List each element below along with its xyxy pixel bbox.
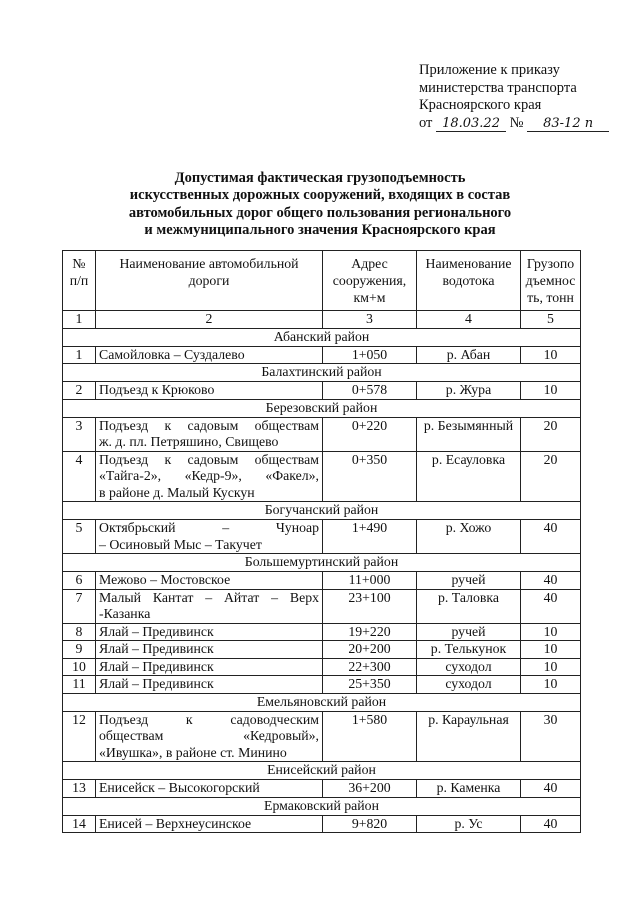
cell-water: р. Каменка (417, 780, 521, 798)
cell-capacity: 40 (521, 815, 581, 833)
district-name: Ермаковский район (63, 797, 581, 815)
cell-capacity: 20 (521, 417, 581, 451)
cell-address: 23+100 (323, 589, 417, 623)
cell-address: 1+580 (323, 711, 417, 762)
cell-road (96, 451, 323, 502)
header-num: № п/п (63, 251, 96, 311)
road-line: «Ивушка», в районе ст. Минино (99, 744, 287, 760)
cell-address: 0+220 (323, 417, 417, 451)
district-row (63, 693, 581, 711)
table-row (63, 346, 581, 364)
title-line-4: и межмуниципального значения Красноярского края (144, 221, 496, 238)
table-row (63, 641, 581, 659)
cell-address: 20+200 (323, 641, 417, 659)
cell-road: Ялай – Предивинск (96, 676, 323, 694)
cell-num: 5 (63, 520, 96, 554)
col-number: 4 (417, 311, 521, 329)
cell-num: 9 (63, 641, 96, 659)
district-name: Большемуртинский район (63, 554, 581, 572)
district-name: Балахтинский район (63, 364, 581, 382)
cell-address: 25+350 (323, 676, 417, 694)
cell-num: 8 (63, 623, 96, 641)
cell-water: р. Таловка (417, 589, 521, 623)
district-name: Абанский район (63, 328, 581, 346)
road-line: ж. д. пл. Петряшино, Свищево (99, 434, 279, 449)
cell-water: р. Безымянный (417, 417, 521, 451)
district-name: Богучанский район (63, 502, 581, 520)
cell-capacity: 10 (521, 641, 581, 659)
table-row (63, 676, 581, 694)
road-line: в районе д. Малый Кускун (99, 484, 255, 500)
cell-address: 0+578 (323, 382, 417, 400)
cell-water: р. Жура (417, 382, 521, 400)
appendix-line-1: Приложение к приказу (419, 62, 560, 78)
from-label: от (419, 114, 433, 131)
cell-water: р. Ус (417, 815, 521, 833)
title-line-3: автомобильных дорог общего пользования регионального (128, 204, 512, 221)
cell-address: 1+490 (323, 520, 417, 554)
cell-water: р. Есауловка (417, 451, 521, 502)
cell-num: 11 (63, 676, 96, 694)
handwritten-number: 83-12 п (527, 117, 609, 132)
cell-water: р. Караульная (417, 711, 521, 762)
cell-road: Енисейск – Высокогорский (96, 780, 323, 798)
number-label: № (509, 114, 524, 131)
col-number: 3 (323, 311, 417, 329)
road-line: -Казанка (99, 606, 151, 621)
cell-water: ручей (417, 572, 521, 590)
cell-road (96, 520, 323, 554)
column-number-row (63, 311, 581, 329)
cell-address: 19+220 (323, 623, 417, 641)
table-header-row (63, 251, 581, 311)
handwritten-date: 18.03.22 (436, 117, 506, 132)
col-number: 1 (63, 311, 96, 329)
road-line: Октябрьский – Чуноар (99, 520, 319, 535)
cell-road: Самойловка – Суздалево (96, 346, 323, 364)
cell-address: 9+820 (323, 815, 417, 833)
table-row (63, 589, 581, 623)
header-address: Адрес сооружения, км+м (323, 251, 417, 311)
cell-capacity: 40 (521, 589, 581, 623)
cell-water: р. Хожо (417, 520, 521, 554)
road-line: Малый Кантат – Айтат – Верх (99, 589, 319, 605)
cell-capacity: 40 (521, 572, 581, 590)
district-name: Енисейский район (63, 762, 581, 780)
cell-num: 4 (63, 451, 96, 502)
cell-road: Енисей – Верхнеусинское (96, 815, 323, 833)
road-line: – Осиновый Мыс – Такучет (99, 536, 262, 552)
cell-water: р. Телькунок (417, 641, 521, 659)
header-road: Наименование автомобильной дороги (96, 251, 323, 311)
cell-num: 1 (63, 346, 96, 364)
appendix-line-3: Красноярского края (419, 97, 542, 113)
cell-water: ручей (417, 623, 521, 641)
cell-road: Межово – Мостовское (96, 572, 323, 590)
district-row (63, 502, 581, 520)
cell-capacity: 10 (521, 658, 581, 676)
table-row (63, 520, 581, 554)
district-row (63, 328, 581, 346)
table-row (63, 382, 581, 400)
title-line-2: искусственных дорожных сооружений, входящих в состав (129, 187, 511, 204)
cell-road: Ялай – Предивинск (96, 641, 323, 659)
appendix-date-line (419, 115, 609, 133)
district-row (63, 797, 581, 815)
cell-num: 2 (63, 382, 96, 400)
cell-address: 36+200 (323, 780, 417, 798)
cell-capacity: 30 (521, 711, 581, 762)
cell-capacity: 10 (521, 623, 581, 641)
district-name: Березовский район (63, 399, 581, 417)
header-water: Наименование водотока (417, 251, 521, 311)
cell-capacity: 10 (521, 382, 581, 400)
cell-capacity: 20 (521, 451, 581, 502)
table-row (63, 417, 581, 451)
cell-water: суходол (417, 676, 521, 694)
title-line-1: Допустимая фактическая грузоподъемность (174, 170, 466, 186)
cell-num: 10 (63, 658, 96, 676)
table-row (63, 815, 581, 833)
col-number: 2 (96, 311, 323, 329)
document-title (90, 170, 550, 239)
road-line: Подъезд к садовым обществам (99, 417, 319, 433)
table-row (63, 658, 581, 676)
cell-road (96, 589, 323, 623)
cell-road (96, 417, 323, 451)
table-row (63, 780, 581, 798)
appendix-line-2: министерства транспорта (419, 79, 577, 96)
district-row (63, 364, 581, 382)
header-capacity: Грузоподъемность, тонн (521, 251, 581, 311)
cell-address: 11+000 (323, 572, 417, 590)
cell-road: Подъезд к Крюково (96, 382, 323, 400)
cell-water: р. Абан (417, 346, 521, 364)
road-line: «Тайга-2», «Кедр-9», «Факел», (99, 468, 319, 483)
col-number: 5 (521, 311, 581, 329)
cell-capacity: 10 (521, 346, 581, 364)
cell-num: 6 (63, 572, 96, 590)
cell-capacity: 40 (521, 520, 581, 554)
cell-num: 13 (63, 780, 96, 798)
table-row (63, 711, 581, 762)
table-row (63, 451, 581, 502)
cell-address: 22+300 (323, 658, 417, 676)
cell-road: Ялай – Предивинск (96, 623, 323, 641)
road-line: Подъезд к садоводческим (99, 711, 319, 727)
district-name: Емельяновский район (63, 693, 581, 711)
cell-road: Ялай – Предивинск (96, 658, 323, 676)
bridges-table (62, 250, 581, 833)
table-row (63, 623, 581, 641)
cell-road (96, 711, 323, 762)
cell-water: суходол (417, 658, 521, 676)
cell-num: 14 (63, 815, 96, 833)
district-row (63, 554, 581, 572)
table-row (63, 572, 581, 590)
cell-capacity: 10 (521, 676, 581, 694)
district-row (63, 399, 581, 417)
cell-num: 3 (63, 417, 96, 451)
cell-capacity: 40 (521, 780, 581, 798)
road-line: Подъезд к садовым обществам (99, 451, 319, 467)
cell-num: 7 (63, 589, 96, 623)
cell-address: 1+050 (323, 346, 417, 364)
cell-num: 12 (63, 711, 96, 762)
road-line: обществам «Кедровый», (99, 728, 319, 743)
district-row (63, 762, 581, 780)
cell-address: 0+350 (323, 451, 417, 502)
appendix-header (419, 62, 609, 132)
